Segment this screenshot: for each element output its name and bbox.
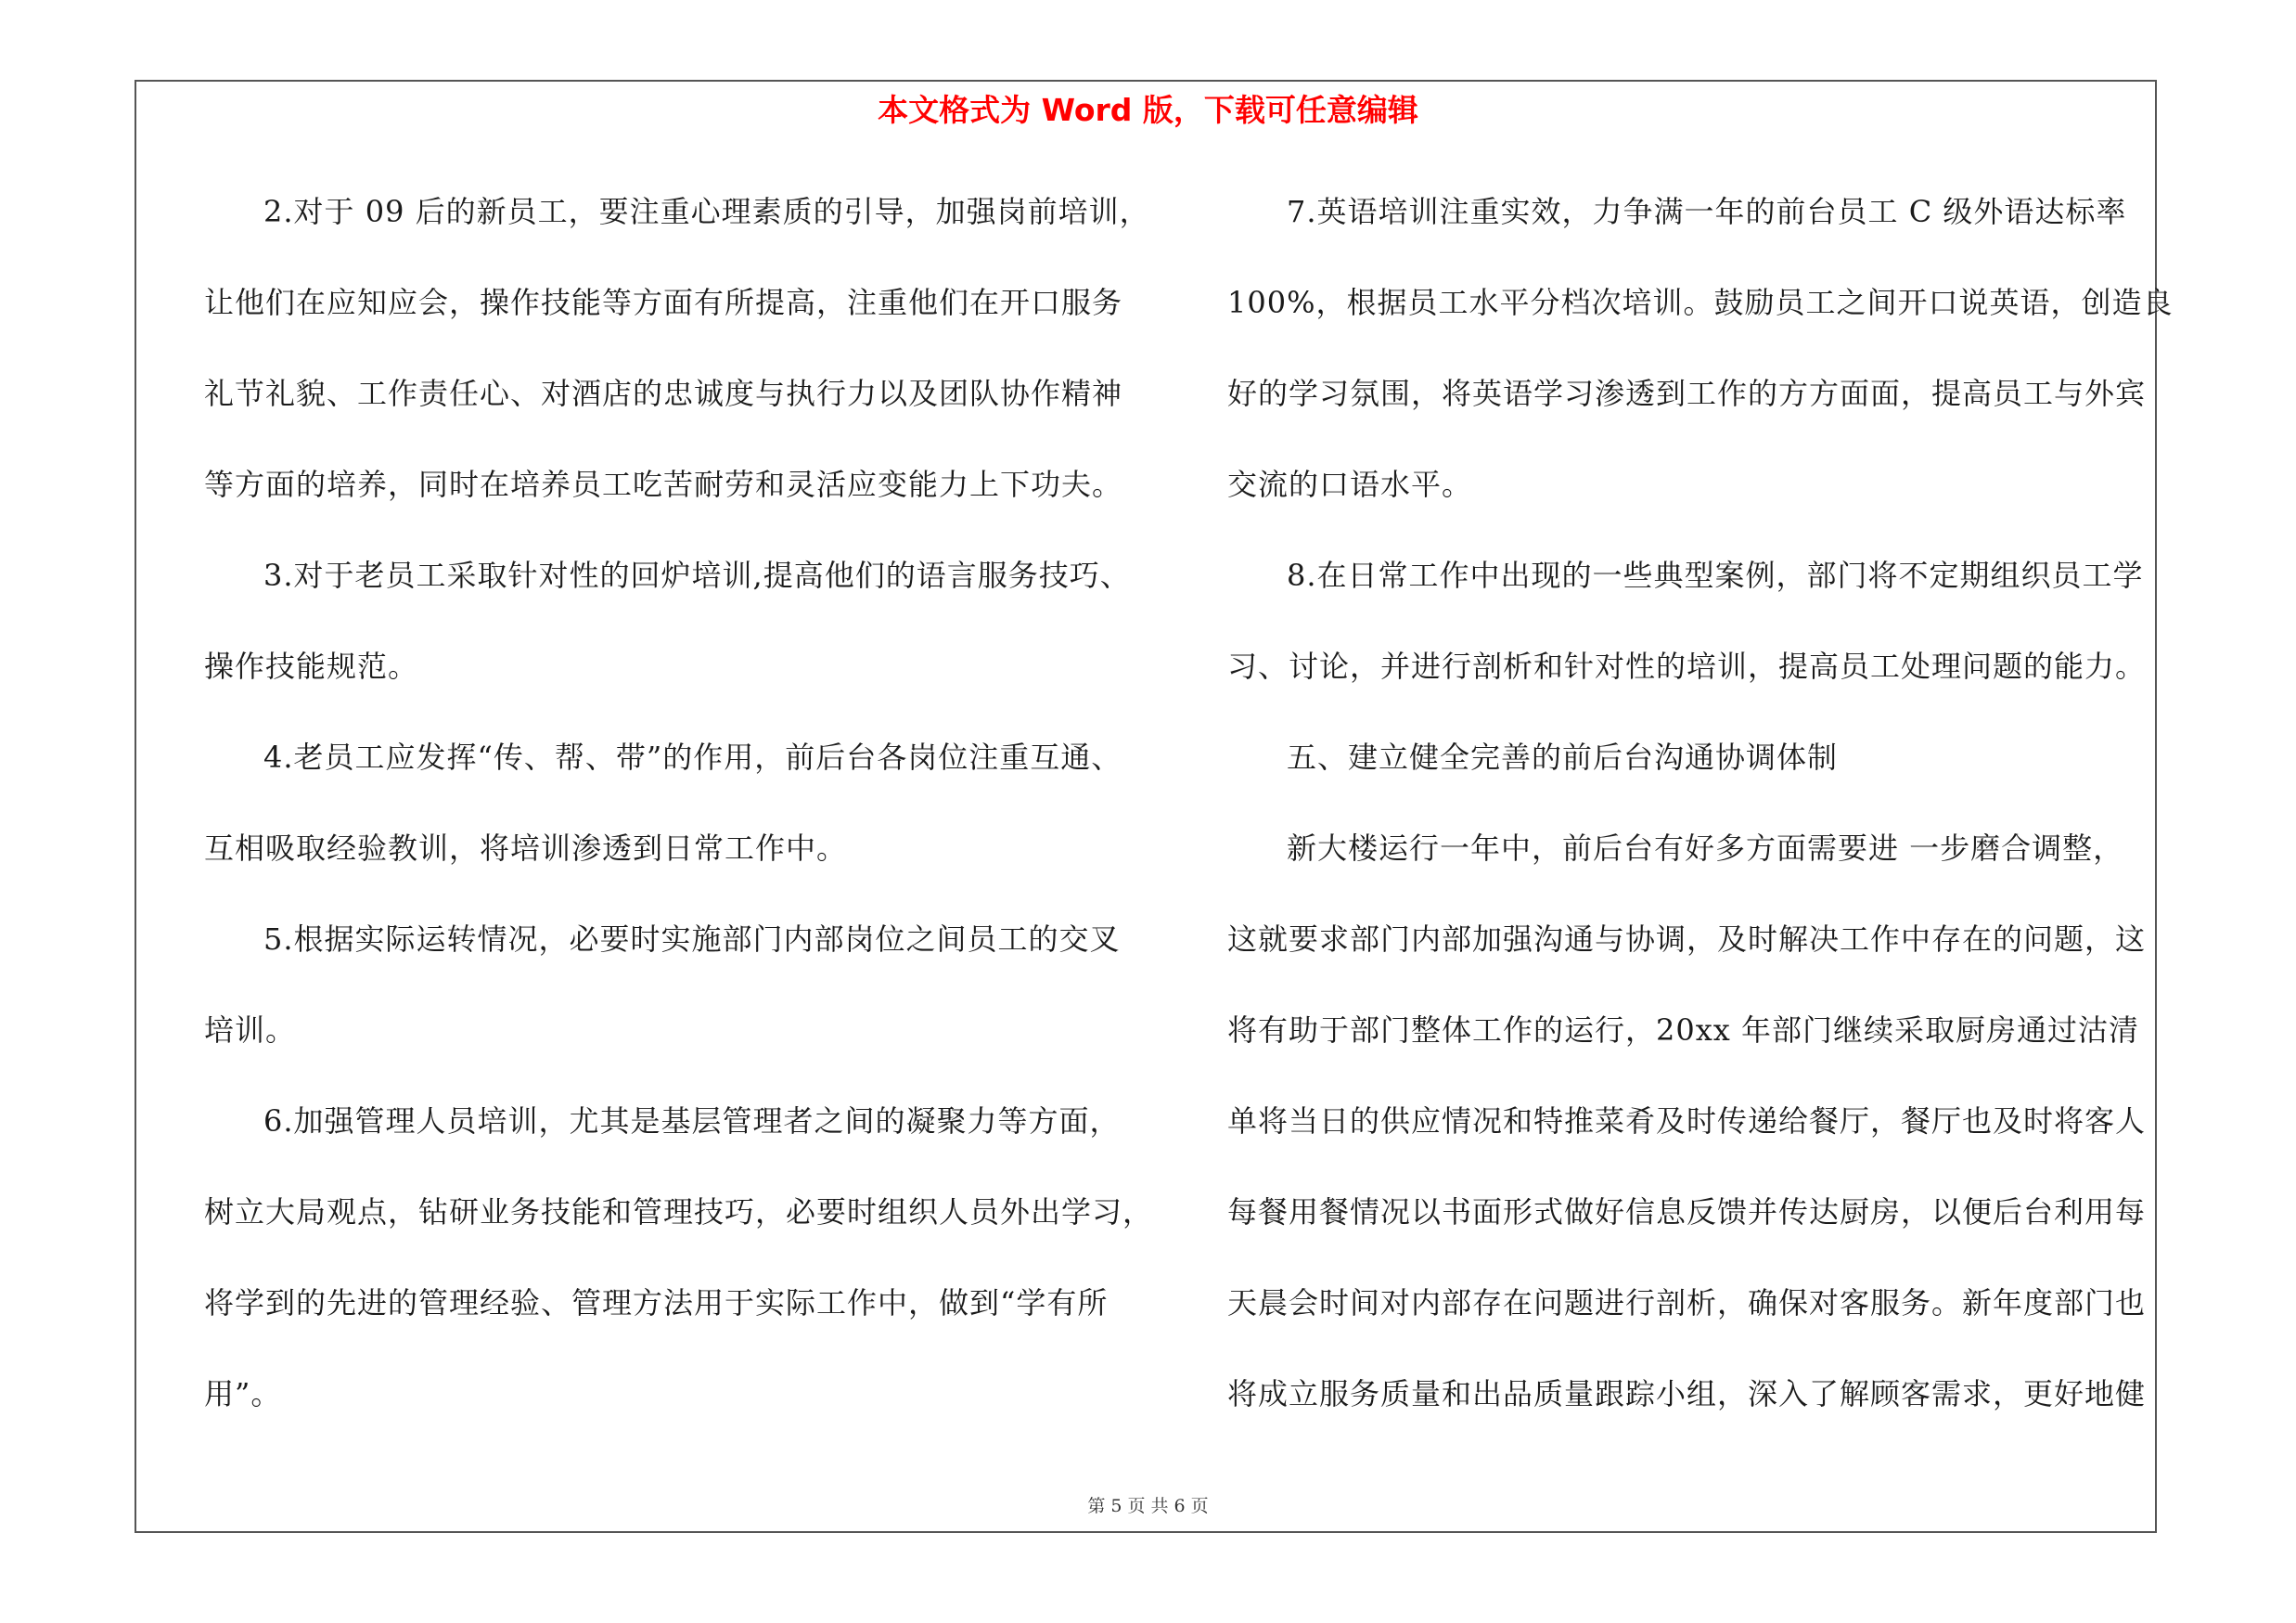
page-number: 第 5 页 共 6 页: [1087, 1496, 1209, 1516]
text-line: 4.老员工应发挥“传、帮、带”的作用，前后台各岗位注重互通、: [263, 740, 1122, 775]
text-line: 用”。: [204, 1376, 282, 1411]
section-heading: 五、建立健全完善的前后台沟通协调体制: [1287, 740, 1839, 775]
text-line: 单将当日的供应情况和特推菜肴及时传递给餐厅，餐厅也及时将客人: [1227, 1103, 2147, 1139]
text-line: 树立大局观点，钻研业务技能和管理技巧，必要时组织人员外出学习，: [204, 1194, 1154, 1230]
text-line: 等方面的培养，同时在培养员工吃苦耐劳和灵活应变能力上下功夫。: [204, 467, 1123, 502]
text-line: 礼节礼貌、工作责任心、对酒店的忠诚度与执行力以及团队协作精神: [204, 376, 1123, 411]
text-line: 将有助于部门整体工作的运行，20xx 年部门继续采取厨房通过沽清: [1227, 1012, 2139, 1048]
right-column: [1227, 186, 2174, 1459]
text-line: 5.根据实际运转情况，必要时实施部门内部岗位之间员工的交叉: [263, 921, 1121, 957]
text-line: 培训。: [204, 1012, 297, 1048]
text-line: 让他们在应知应会，操作技能等方面有所提高，注重他们在开口服务: [204, 285, 1123, 320]
text-line: 天晨会时间对内部存在问题进行剖析，确保对客服务。新年度部门也: [1227, 1285, 2147, 1320]
text-line: 好的学习氛围，将英语学习渗透到工作的方方面面，提高员工与外宾: [1227, 376, 2147, 411]
text-line: 新大楼运行一年中，前后台有好多方面需要进 一步磨合调整，: [1287, 831, 2124, 866]
text-line: 2.对于 09 后的新员工，要注重心理素质的引导，加强岗前培训，: [263, 194, 1150, 229]
left-column: [204, 186, 1154, 1459]
text-line: 互相吸取经验教训，将培训渗透到日常工作中。: [204, 831, 848, 866]
text-line: 交流的口语水平。: [1227, 467, 1473, 502]
format-banner: 本文格式为 Word 版，下载可任意编辑: [878, 92, 1418, 128]
text-line: 将成立服务质量和出品质量跟踪小组，深入了解顾客需求，更好地健: [1227, 1376, 2147, 1411]
text-line: 操作技能规范。: [204, 649, 419, 684]
text-line: 每餐用餐情况以书面形式做好信息反馈并传达厨房，以便后台利用每: [1227, 1194, 2147, 1230]
text-line: 3.对于老员工采取针对性的回炉培训,提高他们的语言服务技巧、: [263, 558, 1131, 593]
text-line: 6.加强管理人员培训，尤其是基层管理者之间的凝聚力等方面，: [263, 1103, 1121, 1139]
text-line: 8.在日常工作中出现的一些典型案例，部门将不定期组织员工学: [1287, 558, 2144, 593]
text-line: 将学到的先进的管理经验、管理方法用于实际工作中，做到“学有所: [204, 1285, 1109, 1320]
text-line: 这就要求部门内部加强沟通与协调，及时解决工作中存在的问题，这: [1227, 921, 2147, 957]
text-line: 100%，根据员工水平分档次培训。鼓励员工之间开口说英语，创造良: [1227, 285, 2174, 320]
text-line: 7.英语培训注重实效，力争满一年的前台员工 C 级外语达标率: [1287, 194, 2127, 229]
text-line: 习、讨论，并进行剖析和针对性的培训，提高员工处理问题的能力。: [1227, 649, 2147, 684]
